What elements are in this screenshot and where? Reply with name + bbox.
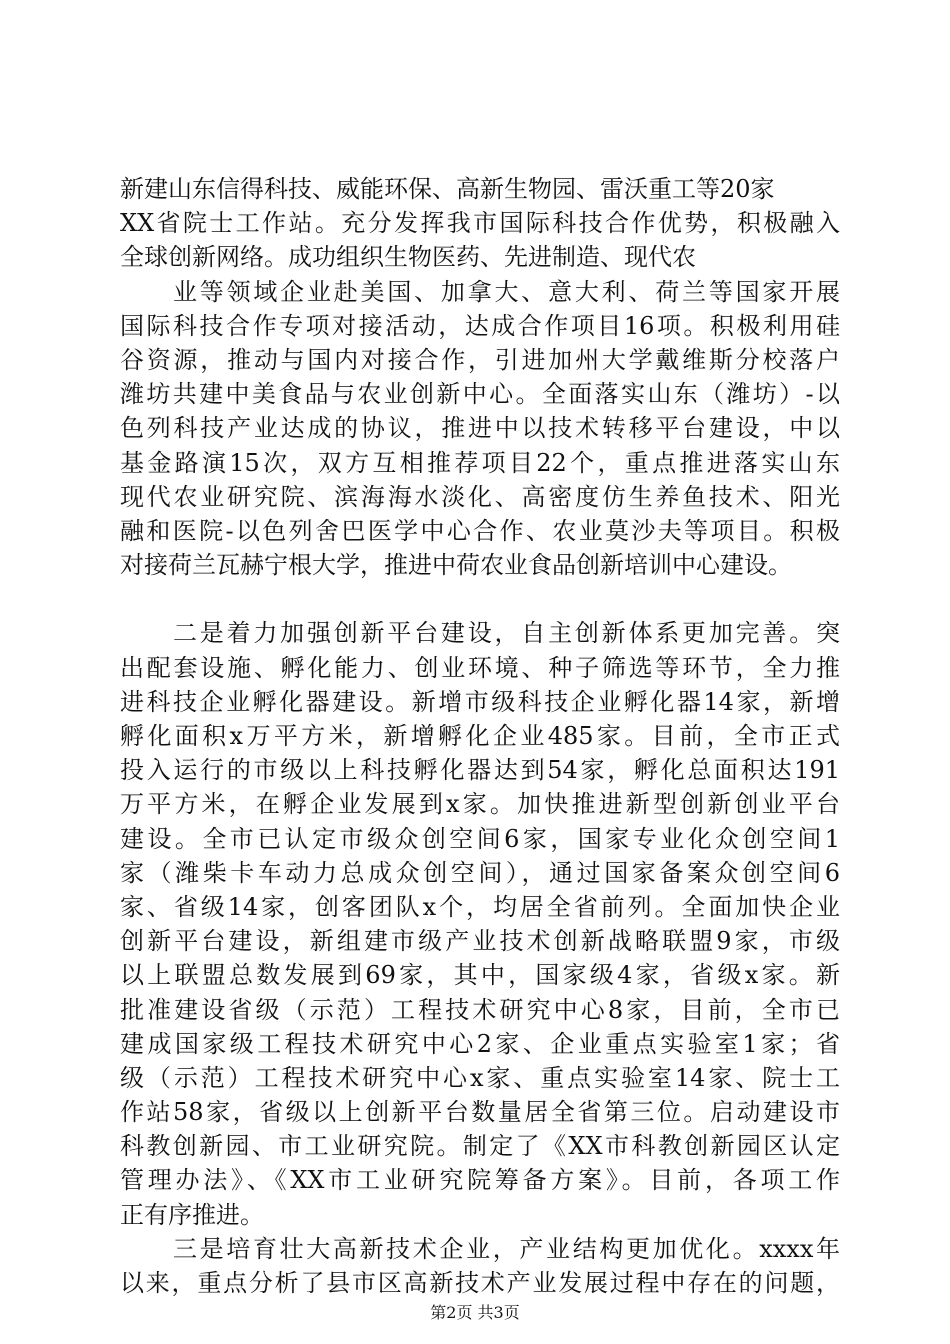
text-line: 潍坊共建中美食品与农业创新中心。全面落实山东（潍坊）-以 <box>120 380 840 409</box>
text-line: 进科技企业孵化器建设。新增市级科技企业孵化器14家，新增 <box>120 687 840 716</box>
text-line: XX省院士工作站。充分发挥我市国际科技合作优势，积极融入 <box>120 209 840 238</box>
text-line: 业等领域企业赴美国、加拿大、意大利、荷兰等国家开展 <box>173 277 840 306</box>
text-line: 国际科技合作专项对接活动，达成合作项目16项。积极利用硅 <box>120 311 840 340</box>
text-line: 正有序推进。 <box>120 1200 264 1229</box>
text-line: 全球创新网络。成功组织生物医药、先进制造、现代农 <box>120 243 696 272</box>
document-body <box>120 172 840 1300</box>
text-line: 谷资源，推动与国内对接合作，引进加州大学戴维斯分校落户 <box>120 345 840 374</box>
text-line: 以上联盟总数发展到69家，其中，国家级4家，省级x家。新 <box>120 961 840 990</box>
text-line: 二是着力加强创新平台建设，自主创新体系更加完善。突 <box>173 619 840 648</box>
text-line: 以来，重点分析了县市区高新技术产业发展过程中存在的问题， <box>120 1269 840 1297</box>
text-line: 建成国家级工程技术研究中心2家、企业重点实验室1家；省 <box>120 1029 840 1058</box>
text-line: 色列科技产业达成的协议，推进中以技术转移平台建设，中以 <box>120 414 840 443</box>
text-line: 投入运行的市级以上科技孵化器达到54家，孵化总面积达191 <box>120 756 840 785</box>
text-line: 家、省级14家，创客团队x个，均居全省前列。全面加快企业 <box>120 892 840 921</box>
text-line: 融和医院-以色列舍巴医学中心合作、农业莫沙夫等项目。积极 <box>120 516 840 545</box>
paragraph-gap <box>120 582 840 616</box>
text-line: 三是培育壮大高新技术企业，产业结构更加优化。xxxx年 <box>173 1234 840 1263</box>
text-line: 对接荷兰瓦赫宁根大学，推进中荷农业食品创新培训中心建设。 <box>120 551 792 580</box>
text-line: 万平方米，在孵企业发展到x家。加快推进新型创新创业平台 <box>120 790 840 819</box>
text-line: 级（示范）工程技术研究中心x家、重点实验室14家、院士工 <box>120 1063 840 1092</box>
page-number-footer: 第2页 共3页 <box>430 1303 520 1322</box>
text-line: 批准建设省级（示范）工程技术研究中心8家，目前，全市已 <box>120 995 840 1024</box>
text-line: 出配套设施、孵化能力、创业环境、种子筛选等环节，全力推 <box>120 653 840 682</box>
text-line: 创新平台建设，新组建市级产业技术创新战略联盟9家，市级 <box>120 927 840 956</box>
text-line: 基金路演15次，双方互相推荐项目22个，重点推进落实山东 <box>120 448 840 477</box>
text-line: 现代农业研究院、滨海海水淡化、高密度仿生养鱼技术、阳光 <box>120 482 840 511</box>
text-line: 科教创新园、市工业研究院。制定了《XX市科教创新园区认定 <box>120 1132 840 1161</box>
text-line: 管理办法》、《XX市工业研究院筹备方案》。目前，各项工作 <box>120 1166 840 1195</box>
text-line: 孵化面积x万平方米，新增孵化企业485家。目前，全市正式 <box>120 722 840 750</box>
text-line: 建设。全市已认定市级众创空间6家，国家专业化众创空间1 <box>120 824 840 853</box>
text-line: 家（潍柴卡车动力总成众创空间），通过国家备案众创空间6 <box>120 858 840 887</box>
text-line: 新建山东信得科技、威能环保、高新生物园、雷沃重工等20家 <box>120 175 775 203</box>
text-line: 作站58家，省级以上创新平台数量居全省第三位。启动建设市 <box>120 1098 840 1127</box>
